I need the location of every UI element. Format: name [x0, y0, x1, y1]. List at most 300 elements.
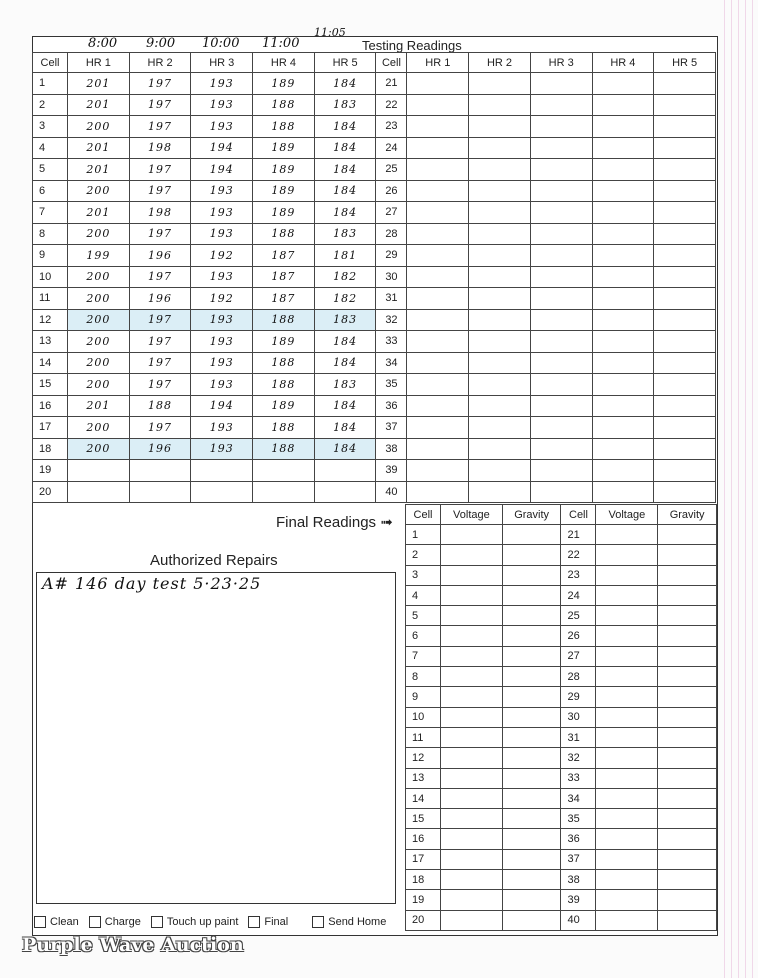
voltage-cell[interactable] [596, 667, 658, 687]
reading-cell[interactable]: 183 [314, 309, 376, 331]
cell-number: 23 [376, 116, 407, 138]
voltage-cell[interactable] [596, 626, 658, 646]
reading-cell[interactable]: 197 [129, 309, 191, 331]
reading-cell[interactable]: 184 [314, 116, 376, 138]
reading-cell[interactable] [530, 223, 592, 245]
reading-cell[interactable] [469, 481, 531, 503]
reading-cell[interactable]: 189 [253, 137, 315, 159]
reading-cell[interactable] [654, 159, 716, 181]
reading-cell[interactable] [469, 417, 531, 439]
reading-cell[interactable] [654, 352, 716, 374]
gravity-cell[interactable] [658, 687, 717, 707]
reading-cell[interactable]: 187 [253, 245, 315, 267]
reading-cell[interactable] [129, 481, 191, 503]
voltage-cell[interactable] [596, 809, 658, 829]
reading-cell[interactable]: 193 [191, 116, 253, 138]
reading-cell[interactable]: 187 [253, 288, 315, 310]
checkbox-box[interactable] [89, 916, 101, 928]
voltage-cell[interactable] [596, 565, 658, 585]
reading-cell[interactable] [654, 288, 716, 310]
reading-cell[interactable]: 182 [314, 266, 376, 288]
reading-cell[interactable] [407, 94, 469, 116]
reading-cell[interactable] [469, 309, 531, 331]
reading-cell[interactable]: 184 [314, 417, 376, 439]
reading-cell[interactable] [191, 481, 253, 503]
checkbox-box[interactable] [151, 916, 163, 928]
reading-cell[interactable]: 192 [191, 288, 253, 310]
reading-cell[interactable] [654, 245, 716, 267]
reading-cell[interactable] [592, 116, 654, 138]
voltage-cell[interactable] [596, 727, 658, 747]
reading-cell[interactable]: 201 [68, 94, 130, 116]
gravity-cell[interactable] [502, 626, 561, 646]
reading-cell[interactable]: 193 [191, 180, 253, 202]
reading-cell[interactable] [530, 159, 592, 181]
reading-cell[interactable] [253, 460, 315, 482]
reading-cell[interactable]: 189 [253, 159, 315, 181]
voltage-cell[interactable] [441, 687, 503, 707]
reading-cell[interactable] [469, 94, 531, 116]
reading-cell[interactable] [654, 202, 716, 224]
reading-cell[interactable]: 194 [191, 159, 253, 181]
voltage-cell[interactable] [596, 829, 658, 849]
reading-cell[interactable]: 184 [314, 159, 376, 181]
reading-cell[interactable]: 188 [253, 417, 315, 439]
reading-cell[interactable] [530, 73, 592, 95]
reading-cell[interactable] [407, 266, 469, 288]
gravity-cell[interactable] [658, 606, 717, 626]
reading-cell[interactable] [654, 94, 716, 116]
reading-cell[interactable]: 197 [129, 352, 191, 374]
reading-cell[interactable] [407, 180, 469, 202]
reading-cell[interactable]: 188 [253, 374, 315, 396]
gravity-cell[interactable] [502, 525, 561, 545]
reading-cell[interactable] [407, 460, 469, 482]
reading-cell[interactable] [407, 288, 469, 310]
gravity-cell[interactable] [658, 890, 717, 910]
gravity-cell[interactable] [502, 809, 561, 829]
reading-cell[interactable] [469, 116, 531, 138]
gravity-cell[interactable] [658, 646, 717, 666]
reading-cell[interactable] [654, 331, 716, 353]
reading-cell[interactable]: 201 [68, 395, 130, 417]
reading-cell[interactable] [654, 460, 716, 482]
voltage-cell[interactable] [441, 829, 503, 849]
reading-cell[interactable] [191, 460, 253, 482]
reading-cell[interactable]: 200 [68, 309, 130, 331]
reading-cell[interactable] [530, 417, 592, 439]
reading-cell[interactable] [407, 159, 469, 181]
voltage-cell[interactable] [441, 890, 503, 910]
reading-cell[interactable] [654, 116, 716, 138]
reading-cell[interactable] [469, 460, 531, 482]
reading-cell[interactable] [407, 438, 469, 460]
reading-cell[interactable] [592, 73, 654, 95]
cell-number: 8 [406, 667, 441, 687]
reading-cell[interactable] [469, 223, 531, 245]
reading-cell[interactable] [654, 374, 716, 396]
gravity-cell[interactable] [502, 890, 561, 910]
gravity-cell[interactable] [502, 646, 561, 666]
reading-cell[interactable] [592, 202, 654, 224]
reading-cell[interactable]: 193 [191, 438, 253, 460]
reading-cell[interactable] [530, 180, 592, 202]
reading-cell[interactable]: 188 [129, 395, 191, 417]
authorized-repairs-box[interactable] [36, 572, 396, 904]
gravity-cell[interactable] [658, 626, 717, 646]
gravity-cell[interactable] [502, 910, 561, 930]
time-hr2: 9:00 [146, 36, 176, 51]
reading-cell[interactable]: 200 [68, 374, 130, 396]
gravity-cell[interactable] [502, 707, 561, 727]
reading-cell[interactable] [469, 395, 531, 417]
reading-cell[interactable] [592, 223, 654, 245]
reading-cell[interactable]: 193 [191, 417, 253, 439]
reading-cell[interactable] [654, 73, 716, 95]
gravity-cell[interactable] [502, 687, 561, 707]
voltage-cell[interactable] [596, 525, 658, 545]
reading-cell[interactable] [407, 309, 469, 331]
reading-cell[interactable] [592, 159, 654, 181]
reading-cell[interactable]: 182 [314, 288, 376, 310]
reading-cell[interactable]: 197 [129, 94, 191, 116]
gravity-cell[interactable] [502, 829, 561, 849]
reading-cell[interactable] [469, 288, 531, 310]
reading-cell[interactable] [530, 245, 592, 267]
reading-cell[interactable]: 197 [129, 180, 191, 202]
voltage-cell[interactable] [441, 849, 503, 869]
reading-cell[interactable]: 197 [129, 116, 191, 138]
gravity-cell[interactable] [502, 585, 561, 605]
reading-cell[interactable] [407, 73, 469, 95]
reading-cell[interactable]: 184 [314, 438, 376, 460]
reading-cell[interactable] [407, 116, 469, 138]
voltage-cell[interactable] [596, 687, 658, 707]
voltage-cell[interactable] [441, 667, 503, 687]
reading-cell[interactable] [68, 460, 130, 482]
reading-cell[interactable]: 200 [68, 180, 130, 202]
voltage-cell[interactable] [441, 748, 503, 768]
checkbox-option[interactable] [312, 916, 386, 928]
reading-cell[interactable] [654, 309, 716, 331]
reading-cell[interactable]: 194 [191, 137, 253, 159]
reading-cell[interactable] [592, 245, 654, 267]
reading-cell[interactable] [469, 180, 531, 202]
reading-cell[interactable]: 197 [129, 374, 191, 396]
gravity-cell[interactable] [658, 829, 717, 849]
voltage-cell[interactable] [441, 870, 503, 890]
gravity-cell[interactable] [502, 788, 561, 808]
reading-cell[interactable] [592, 288, 654, 310]
gravity-cell[interactable] [658, 667, 717, 687]
reading-cell[interactable] [469, 266, 531, 288]
gravity-cell[interactable] [658, 910, 717, 930]
gravity-cell[interactable] [658, 849, 717, 869]
voltage-cell[interactable] [596, 748, 658, 768]
voltage-cell[interactable] [441, 525, 503, 545]
reading-cell[interactable]: 197 [129, 417, 191, 439]
reading-cell[interactable] [592, 331, 654, 353]
reading-cell[interactable]: 189 [253, 73, 315, 95]
reading-cell[interactable] [530, 116, 592, 138]
reading-cell[interactable] [469, 245, 531, 267]
reading-cell[interactable]: 188 [253, 94, 315, 116]
reading-cell[interactable]: 200 [68, 223, 130, 245]
reading-cell[interactable] [530, 137, 592, 159]
reading-cell[interactable]: 187 [253, 266, 315, 288]
reading-cell[interactable] [530, 94, 592, 116]
cell-number: 1 [406, 525, 441, 545]
reading-cell[interactable]: 184 [314, 137, 376, 159]
voltage-cell[interactable] [441, 646, 503, 666]
reading-cell[interactable]: 188 [253, 352, 315, 374]
reading-cell[interactable]: 200 [68, 438, 130, 460]
reading-cell[interactable] [592, 137, 654, 159]
reading-cell[interactable]: 193 [191, 94, 253, 116]
reading-cell[interactable] [530, 395, 592, 417]
voltage-cell[interactable] [441, 707, 503, 727]
voltage-cell[interactable] [441, 768, 503, 788]
reading-cell[interactable] [407, 352, 469, 374]
voltage-cell[interactable] [596, 788, 658, 808]
gravity-cell[interactable] [502, 727, 561, 747]
reading-cell[interactable] [469, 202, 531, 224]
reading-cell[interactable]: 188 [253, 223, 315, 245]
reading-cell[interactable]: 193 [191, 352, 253, 374]
voltage-cell[interactable] [596, 606, 658, 626]
reading-cell[interactable]: 200 [68, 116, 130, 138]
reading-cell[interactable]: 198 [129, 202, 191, 224]
reading-cell[interactable] [530, 202, 592, 224]
reading-cell[interactable] [592, 94, 654, 116]
reading-cell[interactable] [407, 331, 469, 353]
voltage-cell[interactable] [441, 626, 503, 646]
reading-cell[interactable] [314, 460, 376, 482]
reading-cell[interactable] [592, 266, 654, 288]
checkbox-option[interactable] [34, 916, 79, 928]
reading-cell[interactable]: 189 [253, 331, 315, 353]
reading-cell[interactable]: 193 [191, 73, 253, 95]
reading-cell[interactable]: 193 [191, 266, 253, 288]
reading-cell[interactable] [407, 374, 469, 396]
voltage-cell[interactable] [441, 565, 503, 585]
reading-cell[interactable]: 193 [191, 223, 253, 245]
reading-cell[interactable] [530, 481, 592, 503]
reading-cell[interactable] [530, 288, 592, 310]
reading-cell[interactable] [654, 395, 716, 417]
reading-cell[interactable]: 201 [68, 159, 130, 181]
gravity-cell[interactable] [658, 585, 717, 605]
voltage-cell[interactable] [596, 585, 658, 605]
reading-cell[interactable] [530, 438, 592, 460]
reading-cell[interactable] [530, 352, 592, 374]
reading-cell[interactable]: 196 [129, 288, 191, 310]
voltage-cell[interactable] [441, 788, 503, 808]
reading-cell[interactable]: 188 [253, 309, 315, 331]
reading-cell[interactable]: 200 [68, 266, 130, 288]
cell-number: 9 [33, 245, 68, 267]
reading-cell[interactable]: 189 [253, 180, 315, 202]
reading-cell[interactable]: 192 [191, 245, 253, 267]
reading-cell[interactable] [407, 395, 469, 417]
voltage-cell[interactable] [441, 606, 503, 626]
checkbox-box[interactable] [34, 916, 46, 928]
reading-cell[interactable]: 184 [314, 73, 376, 95]
reading-cell[interactable]: 200 [68, 352, 130, 374]
reading-cell[interactable]: 201 [68, 137, 130, 159]
voltage-cell[interactable] [596, 870, 658, 890]
reading-cell[interactable] [469, 438, 531, 460]
gravity-cell[interactable] [502, 565, 561, 585]
gravity-cell[interactable] [658, 870, 717, 890]
gravity-cell[interactable] [502, 667, 561, 687]
reading-cell[interactable] [592, 438, 654, 460]
reading-cell[interactable]: 197 [129, 223, 191, 245]
voltage-cell[interactable] [596, 545, 658, 565]
reading-cell[interactable] [407, 137, 469, 159]
reading-cell[interactable]: 184 [314, 180, 376, 202]
reading-cell[interactable]: 197 [129, 266, 191, 288]
gravity-cell[interactable] [658, 727, 717, 747]
gravity-cell[interactable] [502, 606, 561, 626]
reading-cell[interactable] [530, 266, 592, 288]
reading-cell[interactable] [592, 481, 654, 503]
reading-cell[interactable] [654, 137, 716, 159]
reading-cell[interactable]: 184 [314, 331, 376, 353]
gravity-cell[interactable] [502, 748, 561, 768]
reading-cell[interactable]: 188 [253, 116, 315, 138]
reading-cell[interactable]: 189 [253, 202, 315, 224]
cell-number: 16 [33, 395, 68, 417]
reading-cell[interactable] [407, 223, 469, 245]
reading-cell[interactable]: 197 [129, 331, 191, 353]
reading-cell[interactable]: 200 [68, 288, 130, 310]
gravity-cell[interactable] [658, 707, 717, 727]
reading-cell[interactable] [407, 245, 469, 267]
reading-cell[interactable] [469, 352, 531, 374]
reading-cell[interactable] [592, 395, 654, 417]
reading-cell[interactable] [129, 460, 191, 482]
reading-cell[interactable]: 184 [314, 202, 376, 224]
gravity-cell[interactable] [502, 545, 561, 565]
reading-cell[interactable] [253, 481, 315, 503]
reading-cell[interactable]: 189 [253, 395, 315, 417]
checkbox-option[interactable] [151, 916, 239, 928]
voltage-cell[interactable] [441, 727, 503, 747]
reading-cell[interactable] [407, 481, 469, 503]
gravity-cell[interactable] [658, 545, 717, 565]
reading-cell[interactable]: 193 [191, 331, 253, 353]
voltage-cell[interactable] [441, 809, 503, 829]
reading-cell[interactable] [530, 309, 592, 331]
reading-cell[interactable] [654, 417, 716, 439]
reading-cell[interactable]: 188 [253, 438, 315, 460]
reading-cell[interactable] [530, 374, 592, 396]
reading-cell[interactable]: 196 [129, 245, 191, 267]
voltage-cell[interactable] [441, 910, 503, 930]
reading-cell[interactable]: 197 [129, 159, 191, 181]
reading-cell[interactable] [407, 417, 469, 439]
reading-cell[interactable]: 200 [68, 331, 130, 353]
gravity-cell[interactable] [658, 748, 717, 768]
reading-cell[interactable]: 183 [314, 94, 376, 116]
voltage-cell[interactable] [441, 545, 503, 565]
checkbox-option[interactable] [248, 916, 288, 928]
reading-cell[interactable]: 197 [129, 73, 191, 95]
reading-cell[interactable] [654, 223, 716, 245]
gravity-cell[interactable] [658, 809, 717, 829]
gravity-cell[interactable] [658, 525, 717, 545]
reading-cell[interactable] [469, 73, 531, 95]
reading-cell[interactable] [68, 481, 130, 503]
reading-cell[interactable]: 199 [68, 245, 130, 267]
voltage-cell[interactable] [596, 768, 658, 788]
reading-cell[interactable] [592, 180, 654, 202]
testing-readings-title: Testing Readings [362, 38, 462, 53]
reading-cell[interactable]: 200 [68, 417, 130, 439]
reading-cell[interactable] [407, 202, 469, 224]
reading-cell[interactable]: 184 [314, 395, 376, 417]
reading-cell[interactable] [592, 352, 654, 374]
checkbox-box[interactable] [312, 916, 324, 928]
reading-cell[interactable]: 201 [68, 73, 130, 95]
voltage-cell[interactable] [596, 707, 658, 727]
table-row [33, 460, 716, 482]
reading-cell[interactable]: 184 [314, 352, 376, 374]
reading-cell[interactable]: 181 [314, 245, 376, 267]
reading-cell[interactable] [592, 417, 654, 439]
voltage-cell[interactable] [441, 585, 503, 605]
gravity-cell[interactable] [502, 768, 561, 788]
voltage-cell[interactable] [596, 890, 658, 910]
gravity-cell[interactable] [502, 870, 561, 890]
reading-cell[interactable]: 193 [191, 202, 253, 224]
reading-cell[interactable] [469, 331, 531, 353]
reading-cell[interactable] [469, 374, 531, 396]
gravity-cell[interactable] [658, 768, 717, 788]
reading-cell[interactable]: 194 [191, 395, 253, 417]
reading-cell[interactable]: 183 [314, 374, 376, 396]
gravity-cell[interactable] [658, 788, 717, 808]
reading-cell[interactable] [592, 374, 654, 396]
reading-cell[interactable]: 193 [191, 374, 253, 396]
voltage-cell[interactable] [596, 910, 658, 930]
reading-cell[interactable]: 198 [129, 137, 191, 159]
voltage-cell[interactable] [596, 849, 658, 869]
checkbox-option[interactable] [89, 916, 141, 928]
reading-cell[interactable] [654, 180, 716, 202]
gravity-cell[interactable] [502, 849, 561, 869]
reading-cell[interactable] [530, 460, 592, 482]
reading-cell[interactable] [654, 438, 716, 460]
gravity-cell[interactable] [658, 565, 717, 585]
reading-cell[interactable]: 193 [191, 309, 253, 331]
reading-cell[interactable] [469, 137, 531, 159]
reading-cell[interactable]: 183 [314, 223, 376, 245]
reading-cell[interactable] [469, 159, 531, 181]
reading-cell[interactable]: 201 [68, 202, 130, 224]
voltage-cell[interactable] [596, 646, 658, 666]
cell-number: 11 [33, 288, 68, 310]
reading-cell[interactable]: 196 [129, 438, 191, 460]
reading-cell[interactable] [530, 331, 592, 353]
reading-cell[interactable] [314, 481, 376, 503]
reading-cell[interactable] [592, 309, 654, 331]
reading-cell[interactable] [654, 481, 716, 503]
reading-cell[interactable] [654, 266, 716, 288]
reading-cell[interactable] [592, 460, 654, 482]
checkbox-box[interactable] [248, 916, 260, 928]
